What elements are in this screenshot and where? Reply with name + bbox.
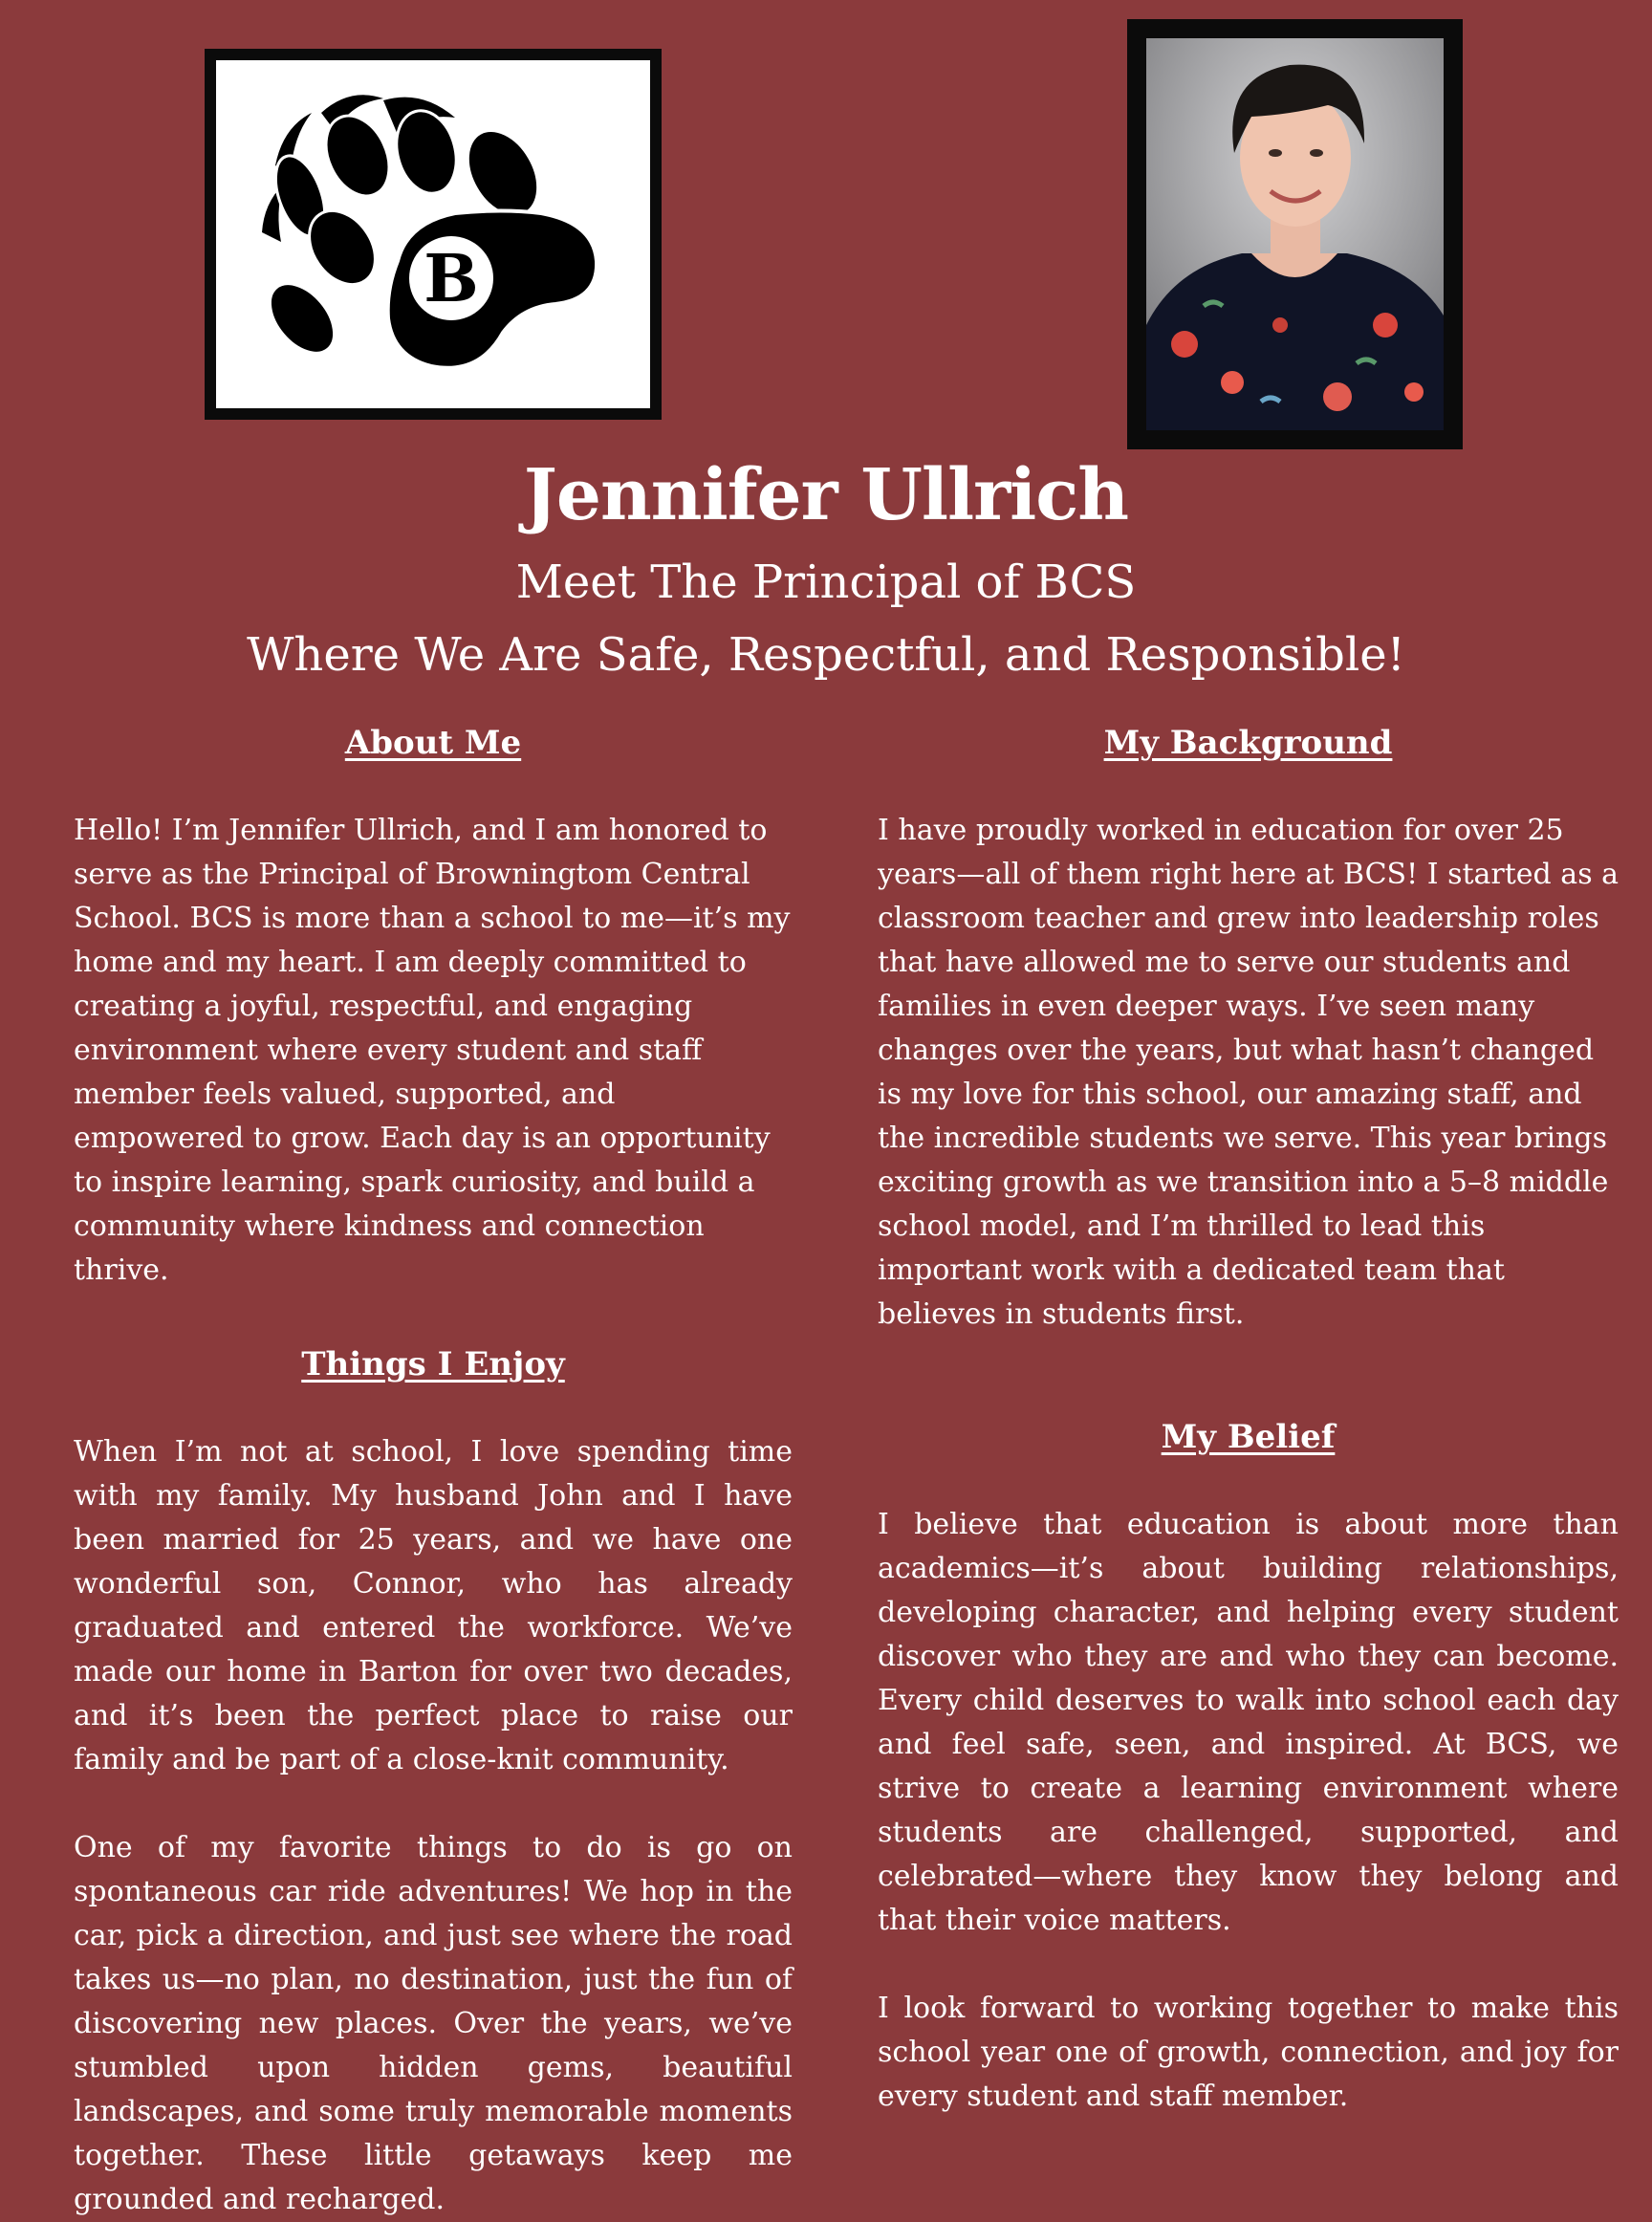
page-subtitle: Meet The Principal of BCS xyxy=(515,556,1137,609)
principal-photo-frame xyxy=(1127,19,1463,449)
my-background-heading: My Background xyxy=(1103,724,1393,762)
my-belief-text-2: I look forward to working together to make this school year one of growth, connection, and joy for every student and staff member. xyxy=(878,1992,1619,2113)
right-column xyxy=(878,719,1619,2119)
things-i-enjoy-text-2: One of my favorite things to do is go on spontaneous car ride adventures! We hop in the car, pick a direction, and just see where the road takes us—no plan, no destination, just the fun of discovering new places. Over the years, we’ve stumbled upon hidden gems, beautiful landscapes, and some truly memorable moments together. These little getaways keep me grounded and recharged. xyxy=(74,1831,793,2216)
logo-letter: B xyxy=(424,241,479,317)
my-belief-text-1: I believe that education is about more than academics—it’s about building relationships, developing character, and helping every student discover who they are and who they can become. Every child deserves to walk into school each day and feel safe, seen, and inspired. At BCS, we strive to create a learning environment where students are challenged, supported, and celebrated—where they know they belong and that their voice matters. xyxy=(878,1508,1619,1937)
my-background-text: I have proudly worked in education for over 25 years—all of them right here at BCS! I started as a classroom teacher and grew into leadership roles that have allowed me to serve our students and families in even deeper ways. I’ve seen many changes over the years, but what hasn’t changed is my love for this school, our amazing staff, and the incredible students we serve. This year brings exciting growth as we transition into a 5–8 middle school model, and I’m thrilled to lead this important work with a dedicated team that believes in students first. xyxy=(878,814,1619,1331)
things-i-enjoy-heading: Things I Enjoy xyxy=(301,1345,565,1383)
things-i-enjoy-text-1: When I’m not at school, I love spending time with my family. My husband John and I have been married for 25 years, and we have one wonderful son, Connor, who has already graduated and entered the workforce. We’ve made our home in Barton for over two decades, and it’s been the perfect place to raise our family and be part of a close-knit community. xyxy=(74,1435,793,1776)
bear-paw-icon xyxy=(216,60,650,408)
my-belief-heading: My Belief xyxy=(1161,1418,1336,1456)
school-motto: Where We Are Safe, Respectful, and Responsible! xyxy=(247,628,1405,682)
principal-name: Jennifer Ullrich xyxy=(523,454,1129,536)
about-me-heading: About Me xyxy=(344,724,522,762)
bear-paw-logo xyxy=(216,60,650,408)
principal-photo xyxy=(1146,38,1444,430)
portrait-image-icon xyxy=(1146,38,1444,430)
left-column xyxy=(74,719,793,2222)
school-logo-frame xyxy=(205,49,662,420)
about-me-text: Hello! I’m Jennifer Ullrich, and I am honored to serve as the Principal of Browningtom Central School. BCS is more than a school to me—it’s my home and my heart. I am deeply committed to creating a joyful, respectful, and engaging environment where every student and staff member feels valued, supported, and empowered to grow. Each day is an opportunity to inspire learning, spark curiosity, and build a community where kindness and connection thrive. xyxy=(74,814,791,1287)
